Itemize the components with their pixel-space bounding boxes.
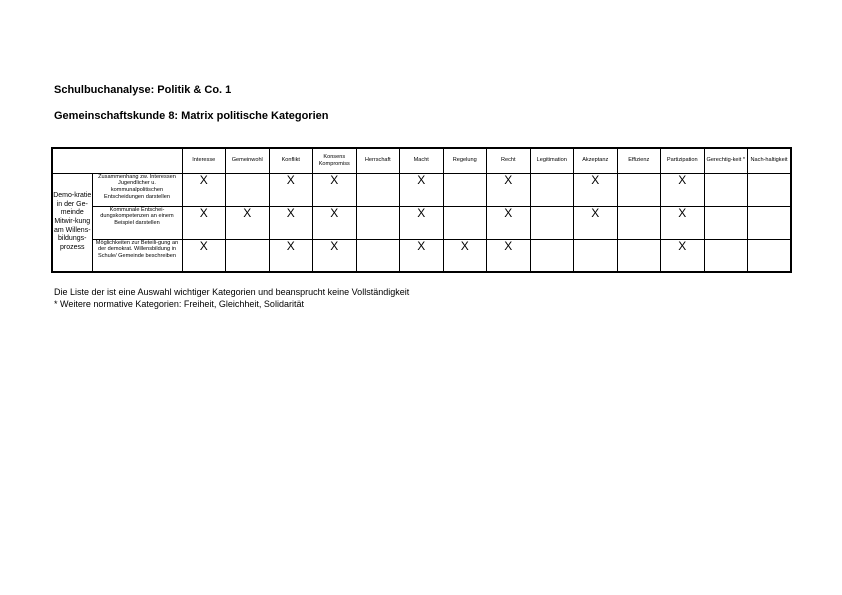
- footnotes: [54, 286, 409, 310]
- column-header: Legitimation: [530, 148, 574, 173]
- learning-goal-cell: Zusammenhang zw. Interessen Jugendlicher u. kommunalpolitischen Entscheidungen darstellen: [92, 173, 182, 206]
- category-mark: X: [226, 206, 270, 239]
- empty-cell: [617, 173, 661, 206]
- category-mark: X: [313, 206, 357, 239]
- category-matrix-table: [51, 147, 792, 273]
- category-mark: X: [487, 239, 531, 272]
- category-mark: X: [661, 173, 705, 206]
- category-mark: X: [313, 173, 357, 206]
- category-mark: X: [661, 206, 705, 239]
- empty-cell: [356, 173, 400, 206]
- column-header: Herrschaft: [356, 148, 400, 173]
- empty-cell: [443, 173, 487, 206]
- category-mark: X: [182, 206, 226, 239]
- empty-cell: [617, 239, 661, 272]
- table-row: [52, 173, 791, 206]
- column-header: Recht: [487, 148, 531, 173]
- empty-cell: [574, 239, 618, 272]
- empty-cell: [530, 173, 574, 206]
- document-subtitle: Gemeinschaftskunde 8: Matrix politische Kategorien: [54, 110, 329, 122]
- category-mark: X: [574, 173, 618, 206]
- category-mark: X: [574, 206, 618, 239]
- category-mark: X: [487, 206, 531, 239]
- column-header: Gemeinwohl: [226, 148, 270, 173]
- category-mark: X: [443, 239, 487, 272]
- empty-cell: [704, 173, 748, 206]
- empty-cell: [704, 206, 748, 239]
- category-mark: X: [313, 239, 357, 272]
- category-mark: X: [400, 173, 444, 206]
- empty-cell: [530, 206, 574, 239]
- empty-cell: [443, 206, 487, 239]
- column-header: Nach-haltigkeit: [748, 148, 792, 173]
- column-header: Macht: [400, 148, 444, 173]
- empty-cell: [748, 206, 792, 239]
- note-normative-categories: * Weitere normative Kategorien: Freiheit, Gleichheit, Solidarität: [54, 299, 304, 309]
- column-header: Interesse: [182, 148, 226, 173]
- empty-cell: [356, 239, 400, 272]
- category-mark: X: [269, 239, 313, 272]
- column-header: Partizipation: [661, 148, 705, 173]
- empty-cell: [704, 239, 748, 272]
- category-mark: X: [400, 206, 444, 239]
- category-mark: X: [269, 206, 313, 239]
- empty-cell: [530, 239, 574, 272]
- column-header: Akzeptanz: [574, 148, 618, 173]
- header-corner-cell: [52, 148, 182, 173]
- column-header: Regelung: [443, 148, 487, 173]
- column-header: Konflikt: [269, 148, 313, 173]
- empty-cell: [617, 206, 661, 239]
- column-header: Effizienz: [617, 148, 661, 173]
- note-selection: Die Liste der ist eine Auswahl wichtiger Kategorien und beansprucht keine Vollständigkeit: [54, 287, 410, 297]
- empty-cell: [356, 206, 400, 239]
- empty-cell: [748, 173, 792, 206]
- document-title: Schulbuchanalyse: Politik & Co. 1: [54, 84, 232, 96]
- learning-goal-cell: Möglichkeiten zur Beteili-gung an der demokrat. Willensbildung in Schule/ Gemeinde beschreiben: [92, 239, 182, 272]
- column-header: Gerechtig-keit *: [704, 148, 748, 173]
- learning-goal-cell: Kommunale Entschei-dungskompetenzen an einem Beispiel darstellen: [92, 206, 182, 239]
- column-header: Konsens Kompromiss: [313, 148, 357, 173]
- category-mark: X: [182, 173, 226, 206]
- empty-cell: [226, 173, 270, 206]
- category-mark: X: [182, 239, 226, 272]
- category-mark: X: [661, 239, 705, 272]
- empty-cell: [226, 239, 270, 272]
- table-row: [52, 239, 791, 272]
- header-row: [52, 148, 791, 173]
- empty-cell: [748, 239, 792, 272]
- category-mark: X: [487, 173, 531, 206]
- category-mark: X: [400, 239, 444, 272]
- table-row: [52, 206, 791, 239]
- row-group-label: Demo-kratie in der Ge-meinde Mitwir-kung am Willens-bildungs-prozess: [52, 173, 92, 272]
- category-mark: X: [269, 173, 313, 206]
